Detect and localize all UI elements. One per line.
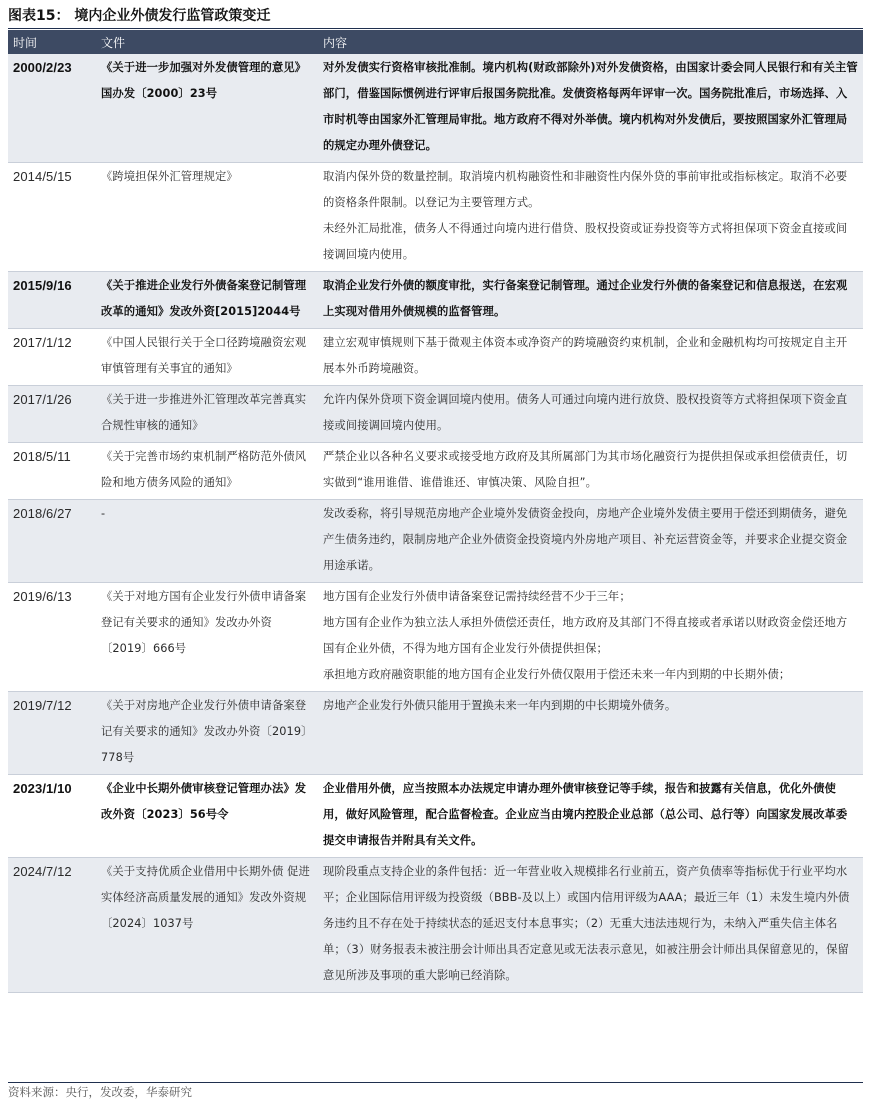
content-paragraph: 建立宏观审慎规则下基于微观主体资本或净资产的跨境融资约束机制，企业和金融机构均可按规定自主开展本外币跨境融资。 [323,336,848,375]
content-paragraph: 现阶段重点支持企业的条件包括：近一年营业收入规模排名行业前五，资产负债率等指标优于行业平均水平；企业国际信用评级为投资级（BBB-及以上）或国内信用评级为AAA；最近三年（1）未发生境内外债务违约且不存在处于持续状态的延迟支付本息事实；（2）无重大违法违规行为，未纳入严重失信主体名单；（3）财务报表未被注册会计师出具否定意见或无法表示意见，如被注册会计师出具保留意见的，保留意见所涉及事项的重大影响已经消除。 [323,865,850,982]
header-time: 时间 [8,30,96,54]
row-date: 2019/6/13 [8,583,96,692]
table-row [8,583,863,692]
content-paragraph: 取消内保外贷的数量控制。取消境内机构融资性和非融资性内保外贷的事前审批或指标核定。取消不必要的资格条件限制。以登记为主要管理方式。 [323,170,848,209]
row-date: 2018/6/27 [8,500,96,583]
row-document: - [96,500,318,583]
table-row [8,329,863,386]
source-note: 资料来源：央行，发改委，华泰研究 [8,1085,192,1099]
row-content [318,272,863,329]
table-header-row [8,30,863,54]
content-paragraph: 企业借用外债，应当按照本办法规定申请办理外债审核登记等手续，报告和披露有关信息，优化外债使用，做好风险管理，配合监督检查。企业应当由境内控股企业总部（总公司、总行等）向国家发展改革委提交申请报告并附具有关文件。 [323,782,848,847]
table-row [8,443,863,500]
row-content [318,329,863,386]
row-date: 2000/2/23 [8,54,96,163]
table-row [8,692,863,775]
row-content [318,500,863,583]
row-date: 2017/1/12 [8,329,96,386]
content-paragraph: 对外发债实行资格审核批准制。境内机构(财政部除外)对外发债资格，由国家计委会同人民银行和有关主管部门，借鉴国际惯例进行评审后报国务院批准。发债资格每两年评审一次。国务院批准后，市场选择、入市时机等由国家外汇管理局审批。地方政府不得对外举债。境内机构对外发债后，要按照国家外汇管理局的规定办理外债登记。 [323,61,858,152]
table-row [8,272,863,329]
row-document: 《关于完善市场约束机制严格防范外债风险和地方债务风险的通知》 [96,443,318,500]
policy-table [8,30,863,993]
row-date: 2014/5/15 [8,163,96,272]
header-content: 内容 [318,30,863,54]
row-date: 2017/1/26 [8,386,96,443]
row-date: 2024/7/12 [8,858,96,993]
table-row [8,858,863,993]
row-document: 《关于对地方国有企业发行外债申请备案登记有关要求的通知》发改办外资〔2019〕666号 [96,583,318,692]
content-paragraph: 允许内保外贷项下资金调回境内使用。债务人可通过向境内进行放贷、股权投资等方式将担保项下资金直接或间接调回境内使用。 [323,393,848,432]
table-row [8,500,863,583]
content-paragraph: 房地产企业发行外债只能用于置换未来一年内到期的中长期境外债务。 [323,699,677,712]
figure-title: 图表15： 境内企业外债发行监管政策变迁 [8,8,271,24]
row-content [318,858,863,993]
row-document: 《关于进一步推进外汇管理改革完善真实合规性审核的通知》 [96,386,318,443]
row-document: 《关于推进企业发行外债备案登记制管理改革的通知》发改外资[2015]2044号 [96,272,318,329]
title-divider [8,28,863,29]
row-date: 2015/9/16 [8,272,96,329]
row-document: 《关于支持优质企业借用中长期外债 促进实体经济高质量发展的通知》发改外资规〔2024〕1037号 [96,858,318,993]
header-file: 文件 [96,30,318,54]
row-content [318,583,863,692]
row-document: 《关于对房地产企业发行外债申请备案登记有关要求的通知》发改办外资〔2019〕778号 [96,692,318,775]
content-paragraph: 地方国有企业作为独立法人承担外债偿还责任，地方政府及其部门不得直接或者承诺以财政资金偿还地方国有企业外债，不得为地方国有企业发行外债提供担保； [323,616,848,655]
row-date: 2018/5/11 [8,443,96,500]
row-content [318,692,863,775]
source-divider [8,1082,863,1083]
content-paragraph: 发改委称，将引导规范房地产企业境外发债资金投向，房地产企业境外发债主要用于偿还到期债务，避免产生债务违约，限制房地产企业外债资金投资境内外房地产项目、补充运营资金等，并要求企业提交资金用途承诺。 [323,507,848,572]
row-content [318,443,863,500]
row-content [318,163,863,272]
row-document: 《企业中长期外债审核登记管理办法》发改外资〔2023〕56号令 [96,775,318,858]
row-content [318,775,863,858]
content-paragraph: 地方国有企业发行外债申请备案登记需持续经营不少于三年； [323,590,631,603]
row-document: 《关于进一步加强对外发债管理的意见》国办发〔2000〕23号 [96,54,318,163]
content-paragraph: 未经外汇局批准，债务人不得通过向境内进行借贷、股权投资或证券投资等方式将担保项下资金直接或间接调回境内使用。 [323,222,848,261]
content-paragraph: 严禁企业以各种名义要求或接受地方政府及其所属部门为其市场化融资行为提供担保或承担偿债责任，切实做到“谁用谁借、谁借谁还、审慎决策、风险自担”。 [323,450,848,489]
row-document: 《跨境担保外汇管理规定》 [96,163,318,272]
row-date: 2023/1/10 [8,775,96,858]
content-paragraph: 承担地方政府融资职能的地方国有企业发行外债仅限用于偿还未来一年内到期的中长期外债； [323,668,791,681]
table-row [8,386,863,443]
row-content [318,54,863,163]
content-paragraph: 取消企业发行外债的额度审批，实行备案登记制管理。通过企业发行外债的备案登记和信息报送，在宏观上实现对借用外债规模的监督管理。 [323,279,848,318]
row-content [318,386,863,443]
table-row [8,163,863,272]
row-date: 2019/7/12 [8,692,96,775]
table-row [8,775,863,858]
row-document: 《中国人民银行关于全口径跨境融资宏观审慎管理有关事宜的通知》 [96,329,318,386]
table-row [8,54,863,163]
